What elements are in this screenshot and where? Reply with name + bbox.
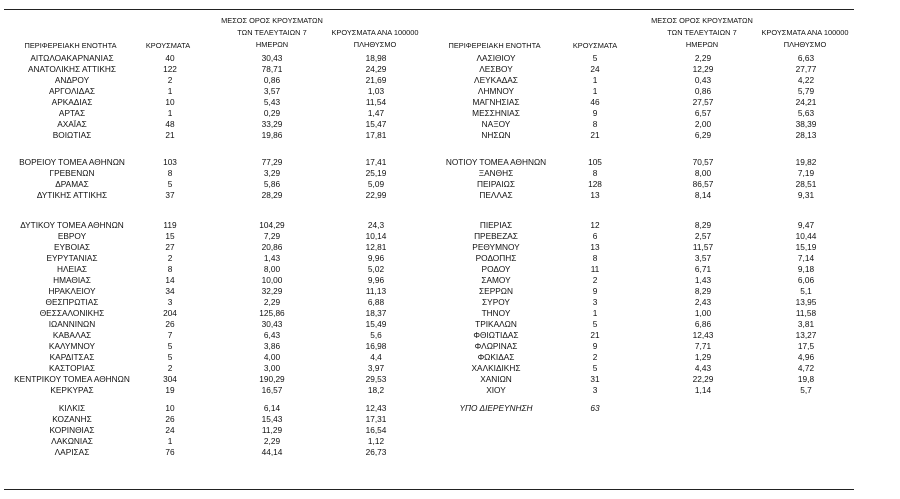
avg-cell: 2,57 (694, 231, 712, 241)
region-cell: ΚΑΣΤΟΡΙΑΣ (48, 363, 96, 373)
right-header-per-2: ΠΛΗΘΥΣΜΟ (783, 40, 827, 49)
cases-cell: 2 (592, 275, 598, 285)
region-cell: ΘΕΣΠΡΩΤΙΑΣ (45, 297, 99, 307)
right-header-avg-2: ΤΩΝ ΤΕΛΕΥΤΑΙΩΝ 7 (667, 28, 737, 37)
cases-cell: 15 (165, 231, 175, 241)
right-header-cases: ΚΡΟΥΣΜΑΤΑ (572, 41, 618, 50)
avg-cell: 3,57 (694, 253, 712, 263)
avg-cell: 7,71 (694, 341, 712, 351)
cases-cell: 21 (165, 130, 175, 140)
right-header-avg-3: ΗΜΕΡΩΝ (685, 40, 719, 49)
cases-cell: 1 (167, 108, 173, 118)
cases-cell: 37 (165, 190, 175, 200)
table-row (0, 385, 900, 396)
cases-cell: 1 (167, 436, 173, 446)
left-header-avg-3: ΗΜΕΡΩΝ (255, 40, 289, 49)
avg-cell: 104,29 (259, 220, 285, 230)
table-row (0, 130, 900, 141)
table-row (0, 414, 900, 425)
per-cell: 18,2 (367, 385, 385, 395)
cases-cell: 34 (165, 286, 175, 296)
region-cell: ΗΛΕΙΑΣ (56, 264, 88, 274)
region-cell: ΒΟΡΕΙΟΥ ΤΟΜΕΑ ΑΘΗΝΩΝ (19, 157, 125, 167)
per-cell: 4,72 (797, 363, 815, 373)
per-cell: 6,06 (797, 275, 815, 285)
avg-cell: 32,29 (261, 286, 283, 296)
region-cell: ΝΗΣΩΝ (481, 130, 511, 140)
table-row (0, 231, 900, 242)
region-cell: ΧΑΛΚΙΔΙΚΗΣ (471, 363, 521, 373)
cases-cell: 8 (592, 119, 598, 129)
region-cell: ΜΕΣΣΗΝΙΑΣ (472, 108, 520, 118)
table-row (0, 363, 900, 374)
cases-cell: 9 (592, 286, 598, 296)
avg-cell: 3,86 (263, 341, 281, 351)
avg-cell: 27,57 (692, 97, 714, 107)
table-row (0, 286, 900, 297)
per-cell: 9,31 (797, 190, 815, 200)
per-cell: 11,13 (365, 286, 387, 296)
avg-cell: 2,29 (694, 53, 712, 63)
bottom-rule (4, 489, 854, 490)
table-row (0, 190, 900, 201)
cases-cell: 26 (165, 414, 175, 424)
per-cell: 9,47 (797, 220, 815, 230)
per-cell: 24,21 (795, 97, 817, 107)
region-cell: ΡΕΘΥΜΝΟΥ (472, 242, 520, 252)
avg-cell: 8,29 (694, 220, 712, 230)
per-cell: 1,47 (367, 108, 385, 118)
avg-cell: 8,00 (263, 264, 281, 274)
cases-cell: 2 (592, 352, 598, 362)
cases-cell: 10 (165, 97, 175, 107)
cases-cell: 3 (167, 297, 173, 307)
per-cell: 22,99 (365, 190, 387, 200)
cases-cell: 12 (590, 220, 600, 230)
per-cell: 17,81 (365, 130, 387, 140)
per-cell: 17,41 (365, 157, 387, 167)
avg-cell: 19,86 (261, 130, 283, 140)
cases-cell: 204 (163, 308, 177, 318)
cases-cell: 2 (167, 75, 173, 85)
top-rule (4, 9, 854, 10)
table-row (0, 436, 900, 447)
table-row (0, 319, 900, 330)
cases-cell: 122 (163, 64, 177, 74)
avg-cell: 0,29 (263, 108, 281, 118)
region-cell: ΑΡΤΑΣ (58, 108, 86, 118)
avg-cell: 6,71 (694, 264, 712, 274)
avg-cell: 1,29 (694, 352, 712, 362)
per-cell: 4,22 (797, 75, 815, 85)
per-cell: 9,96 (367, 275, 385, 285)
per-cell: 17,5 (797, 341, 815, 351)
per-cell: 9,18 (797, 264, 815, 274)
avg-cell: 0,86 (263, 75, 281, 85)
cases-cell: 9 (592, 108, 598, 118)
cases-cell: 119 (163, 220, 177, 230)
cases-cell: 8 (592, 168, 598, 178)
avg-cell: 1,43 (263, 253, 281, 263)
per-cell: 11,58 (795, 308, 817, 318)
cases-cell: 105 (588, 157, 602, 167)
region-cell: ΠΙΕΡΙΑΣ (479, 220, 513, 230)
cases-cell: 1 (592, 308, 598, 318)
avg-cell: 3,57 (263, 86, 281, 96)
avg-cell: 4,43 (694, 363, 712, 373)
cases-cell: 103 (163, 157, 177, 167)
left-header-avg-1: ΜΕΣΟΣ ΟΡΟΣ ΚΡΟΥΣΜΑΤΩΝ (221, 16, 323, 25)
region-cell: ΑΝΔΡΟΥ (54, 75, 90, 85)
per-cell: 5,6 (370, 330, 382, 340)
avg-cell: 70,57 (692, 157, 714, 167)
region-cell: ΙΩΑΝΝΙΝΩΝ (48, 319, 96, 329)
region-cell: ΕΥΡΥΤΑΝΙΑΣ (46, 253, 98, 263)
avg-cell: 125,86 (259, 308, 285, 318)
cases-cell: 3 (592, 385, 598, 395)
per-cell: 10,14 (365, 231, 387, 241)
region-cell: ΚΟΡΙΝΘΙΑΣ (49, 425, 95, 435)
table-row (0, 86, 900, 97)
cases-cell: 26 (165, 319, 175, 329)
cases-cell: 21 (590, 130, 600, 140)
cases-cell: 3 (592, 297, 598, 307)
cases-cell: 24 (165, 425, 175, 435)
avg-cell: 1,14 (694, 385, 712, 395)
region-cell: ΧΑΝΙΩΝ (480, 374, 512, 384)
table-row (0, 97, 900, 108)
cases-cell: 9 (592, 341, 598, 351)
region-cell: ΡΟΔΟΥ (481, 264, 511, 274)
region-cell: ΔΡΑΜΑΣ (55, 179, 89, 189)
region-cell: ΠΕΙΡΑΙΩΣ (477, 179, 515, 189)
per-cell: 11,54 (365, 97, 387, 107)
avg-cell: 30,43 (261, 319, 283, 329)
region-cell: ΤΗΝΟΥ (481, 308, 511, 318)
avg-cell: 2,00 (694, 119, 712, 129)
per-cell: 16,54 (365, 425, 387, 435)
region-cell: ΝΑΞΟΥ (481, 119, 511, 129)
per-cell: 26,73 (365, 447, 387, 457)
cases-cell: 10 (165, 403, 175, 413)
region-cell: ΔΥΤΙΚΟΥ ΤΟΜΕΑ ΑΘΗΝΩΝ (20, 220, 124, 230)
cases-cell: 5 (167, 179, 173, 189)
table-row (0, 108, 900, 119)
table-row (0, 119, 900, 130)
cases-cell: 27 (165, 242, 175, 252)
cases-cell: 19 (165, 385, 175, 395)
avg-cell: 78,71 (261, 64, 283, 74)
cases-cell: 13 (590, 190, 600, 200)
cases-cell: 8 (592, 253, 598, 263)
region-cell: ΗΜΑΘΙΑΣ (53, 275, 91, 285)
table-row (0, 352, 900, 363)
avg-cell: 5,43 (263, 97, 281, 107)
cases-cell: 14 (165, 275, 175, 285)
per-cell: 5,63 (797, 108, 815, 118)
per-cell: 21,69 (365, 75, 387, 85)
region-cell: ΓΡΕΒΕΝΩΝ (49, 168, 95, 178)
table-row (0, 179, 900, 190)
region-cell: ΗΡΑΚΛΕΙΟΥ (48, 286, 96, 296)
region-cell: ΑΡΚΑΔΙΑΣ (51, 97, 93, 107)
avg-cell: 6,57 (694, 108, 712, 118)
table-row (0, 374, 900, 385)
per-cell: 4,96 (797, 352, 815, 362)
table-row (0, 447, 900, 458)
region-cell: ΚΟΖΑΝΗΣ (52, 414, 92, 424)
avg-cell: 0,43 (694, 75, 712, 85)
region-cell: ΛΕΣΒΟΥ (479, 64, 513, 74)
avg-cell: 3,29 (263, 168, 281, 178)
avg-cell: 8,00 (694, 168, 712, 178)
region-cell: ΑΧΑΪΑΣ (57, 119, 87, 129)
region-cell: ΡΟΔΟΠΗΣ (475, 253, 517, 263)
cases-cell: 8 (167, 168, 173, 178)
per-cell: 3,97 (367, 363, 385, 373)
avg-cell: 11,29 (261, 425, 283, 435)
per-cell: 18,37 (365, 308, 387, 318)
per-cell: 15,19 (795, 242, 817, 252)
region-cell: ΠΡΕΒΕΖΑΣ (474, 231, 518, 241)
table-row (0, 403, 900, 414)
region-cell: ΚΑΡΔΙΤΣΑΣ (49, 352, 95, 362)
cases-cell: 6 (592, 231, 598, 241)
per-cell: 5,1 (800, 286, 812, 296)
cases-cell: 304 (163, 374, 177, 384)
avg-cell: 6,86 (694, 319, 712, 329)
avg-cell: 33,29 (261, 119, 283, 129)
region-cell: ΤΡΙΚΑΛΩΝ (475, 319, 517, 329)
per-cell: 6,63 (797, 53, 815, 63)
region-cell: ΛΗΜΝΟΥ (477, 86, 515, 96)
avg-cell: 6,29 (694, 130, 712, 140)
avg-cell: 8,29 (694, 286, 712, 296)
region-cell: ΚΕΝΤΡΙΚΟΥ ΤΟΜΕΑ ΑΘΗΝΩΝ (14, 374, 130, 384)
cases-cell: 46 (590, 97, 600, 107)
per-cell: 12,43 (365, 403, 387, 413)
region-cell: ΛΕΥΚΑΔΑΣ (474, 75, 518, 85)
per-cell: 9,96 (367, 253, 385, 263)
avg-cell: 10,00 (261, 275, 283, 285)
avg-cell: 2,29 (263, 436, 281, 446)
cases-cell: 1 (592, 75, 598, 85)
avg-cell: 0,86 (694, 86, 712, 96)
table-row (0, 168, 900, 179)
region-cell: ΕΥΒΟΙΑΣ (53, 242, 91, 252)
avg-cell: 77,29 (261, 157, 283, 167)
per-cell: 28,13 (795, 130, 817, 140)
per-cell: 38,39 (795, 119, 817, 129)
per-cell: 29,53 (365, 374, 387, 384)
table-row (0, 253, 900, 264)
per-cell: 13,27 (795, 330, 817, 340)
avg-cell: 4,00 (263, 352, 281, 362)
region-cell: ΑΡΓΟΛΙΔΑΣ (49, 86, 95, 96)
table-row (0, 64, 900, 75)
per-cell: 5,09 (367, 179, 385, 189)
per-cell: 13,95 (795, 297, 817, 307)
cases-cell: 1 (592, 86, 598, 96)
per-cell: 17,31 (365, 414, 387, 424)
region-cell: ΔΥΤΙΚΗΣ ΑΤΤΙΚΗΣ (36, 190, 108, 200)
avg-cell: 8,14 (694, 190, 712, 200)
avg-cell: 190,29 (259, 374, 285, 384)
avg-cell: 22,29 (692, 374, 714, 384)
cases-cell: 5 (167, 352, 173, 362)
per-cell: 7,19 (797, 168, 815, 178)
region-cell: ΥΠΟ ΔΙΕΡΕΥΝΗΣΗ (459, 403, 533, 413)
per-cell: 7,14 (797, 253, 815, 263)
per-cell: 1,03 (367, 86, 385, 96)
cases-cell: 40 (165, 53, 175, 63)
right-header-region: ΠΕΡΙΦΕΡΕΙΑΚΗ ΕΝΟΤΗΤΑ (448, 41, 541, 50)
cases-cell: 1 (167, 86, 173, 96)
region-cell: ΧΙΟΥ (486, 385, 506, 395)
avg-cell: 16,57 (261, 385, 283, 395)
cases-cell: 21 (590, 330, 600, 340)
table-row (0, 330, 900, 341)
avg-cell: 28,29 (261, 190, 283, 200)
table-row (0, 297, 900, 308)
region-cell: ΚΑΛΥΜΝΟΥ (48, 341, 96, 351)
per-cell: 1,12 (367, 436, 385, 446)
region-cell: ΚΑΒΑΛΑΣ (52, 330, 92, 340)
per-cell: 5,02 (367, 264, 385, 274)
per-cell: 27,77 (795, 64, 817, 74)
cases-cell: 13 (590, 242, 600, 252)
avg-cell: 1,00 (694, 308, 712, 318)
per-cell: 5,79 (797, 86, 815, 96)
per-cell: 24,3 (367, 220, 385, 230)
avg-cell: 44,14 (261, 447, 283, 457)
per-cell: 4,4 (370, 352, 382, 362)
cases-cell: 76 (165, 447, 175, 457)
cases-cell: 24 (590, 64, 600, 74)
left-header-cases: ΚΡΟΥΣΜΑΤΑ (145, 41, 191, 50)
left-header-region: ΠΕΡΙΦΕΡΕΙΑΚΗ ΕΝΟΤΗΤΑ (24, 41, 117, 50)
region-cell: ΕΒΡΟΥ (57, 231, 87, 241)
per-cell: 24,29 (365, 64, 387, 74)
table-row (0, 157, 900, 168)
region-cell: ΣΑΜΟΥ (481, 275, 511, 285)
avg-cell: 5,86 (263, 179, 281, 189)
cases-cell: 48 (165, 119, 175, 129)
avg-cell: 30,43 (261, 53, 283, 63)
left-header-per-2: ΠΛΗΘΥΣΜΟ (353, 40, 397, 49)
avg-cell: 15,43 (261, 414, 283, 424)
cases-cell: 2 (167, 253, 173, 263)
avg-cell: 12,43 (692, 330, 714, 340)
region-cell: ΑΙΤΩΛΟΑΚΑΡΝΑΝΙΑΣ (30, 53, 114, 63)
table-row (0, 220, 900, 231)
per-cell: 12,81 (365, 242, 387, 252)
per-cell: 6,88 (367, 297, 385, 307)
cases-cell: 2 (167, 363, 173, 373)
table-row (0, 308, 900, 319)
region-cell: ΦΩΚΙΔΑΣ (477, 352, 515, 362)
avg-cell: 7,29 (263, 231, 281, 241)
per-cell: 19,8 (797, 374, 815, 384)
table-row (0, 275, 900, 286)
per-cell: 19,82 (795, 157, 817, 167)
cases-cell: 8 (167, 264, 173, 274)
cases-cell: 128 (588, 179, 602, 189)
cases-cell: 5 (592, 319, 598, 329)
per-cell: 10,44 (795, 231, 817, 241)
cases-cell: 7 (167, 330, 173, 340)
cases-cell: 63 (590, 403, 600, 413)
right-header-per-1: ΚΡΟΥΣΜΑΤΑ ΑΝΑ 100000 (761, 28, 849, 37)
region-cell: ΞΑΝΘΗΣ (478, 168, 514, 178)
avg-cell: 1,43 (694, 275, 712, 285)
per-cell: 3,81 (797, 319, 815, 329)
right-header-avg-1: ΜΕΣΟΣ ΟΡΟΣ ΚΡΟΥΣΜΑΤΩΝ (651, 16, 753, 25)
avg-cell: 3,00 (263, 363, 281, 373)
cases-cell: 5 (592, 53, 598, 63)
region-cell: ΣΥΡΟΥ (482, 297, 510, 307)
cases-cell: 11 (590, 264, 600, 274)
region-cell: ΚΕΡΚΥΡΑΣ (50, 385, 94, 395)
cases-cell: 5 (592, 363, 598, 373)
avg-cell: 6,14 (263, 403, 281, 413)
cases-cell: 31 (590, 374, 600, 384)
avg-cell: 2,29 (263, 297, 281, 307)
avg-cell: 86,57 (692, 179, 714, 189)
region-cell: ΣΕΡΡΩΝ (479, 286, 513, 296)
left-header-per-1: ΚΡΟΥΣΜΑΤΑ ΑΝΑ 100000 (331, 28, 419, 37)
region-cell: ΑΝΑΤΟΛΙΚΗΣ ΑΤΤΙΚΗΣ (27, 64, 117, 74)
per-cell: 15,47 (365, 119, 387, 129)
region-cell: ΛΑΣΙΘΙΟΥ (476, 53, 516, 63)
per-cell: 25,19 (365, 168, 387, 178)
region-cell: ΦΛΩΡΙΝΑΣ (474, 341, 518, 351)
region-cell: ΝΟΤΙΟΥ ΤΟΜΕΑ ΑΘΗΝΩΝ (445, 157, 547, 167)
per-cell: 18,98 (365, 53, 387, 63)
avg-cell: 11,57 (692, 242, 714, 252)
per-cell: 16,98 (365, 341, 387, 351)
table-row (0, 264, 900, 275)
region-cell: ΘΕΣΣΑΛΟΝΙΚΗΣ (39, 308, 105, 318)
region-cell: ΚΙΛΚΙΣ (58, 403, 86, 413)
left-header-avg-2: ΤΩΝ ΤΕΛΕΥΤΑΙΩΝ 7 (237, 28, 307, 37)
region-cell: ΒΟΙΩΤΙΑΣ (52, 130, 92, 140)
region-cell: ΛΑΚΩΝΙΑΣ (51, 436, 93, 446)
region-cell: ΜΑΓΝΗΣΙΑΣ (472, 97, 520, 107)
avg-cell: 2,43 (694, 297, 712, 307)
table-row (0, 425, 900, 436)
avg-cell: 6,43 (263, 330, 281, 340)
table-row (0, 341, 900, 352)
region-cell: ΦΘΙΩΤΙΔΑΣ (473, 330, 519, 340)
table-row (0, 53, 900, 64)
per-cell: 15,49 (365, 319, 387, 329)
table-row (0, 75, 900, 86)
per-cell: 28,51 (795, 179, 817, 189)
region-cell: ΠΕΛΛΑΣ (479, 190, 513, 200)
region-cell: ΛΑΡΙΣΑΣ (54, 447, 90, 457)
avg-cell: 20,86 (261, 242, 283, 252)
per-cell: 5,7 (800, 385, 812, 395)
avg-cell: 12,29 (692, 64, 714, 74)
table-row (0, 242, 900, 253)
cases-cell: 5 (167, 341, 173, 351)
